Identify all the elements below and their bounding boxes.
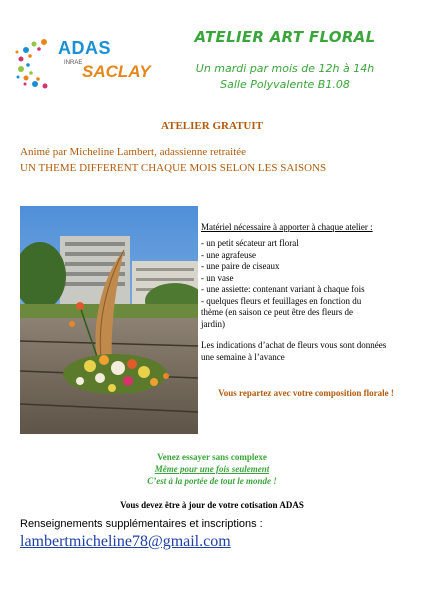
logo-sub: INRAE bbox=[64, 60, 83, 66]
contact-email-link[interactable]: lambertmicheline78@gmail.com bbox=[20, 533, 231, 550]
list-item: jardin) bbox=[201, 318, 225, 329]
list-item: - une agrafeuse bbox=[201, 249, 256, 260]
invite-line-2: Même pour une fois seulement bbox=[154, 464, 270, 474]
invite-line-3: C’est à la portée de tout le monde ! bbox=[147, 476, 277, 486]
materials-list bbox=[201, 238, 411, 330]
contact-label: Renseignements supplémentaires et inscriptions : bbox=[20, 518, 263, 530]
theme-text: UN THEME DIFFERENT CHAQUE MOIS SELON LES SAISONS bbox=[20, 162, 327, 174]
host-text: Animé par Micheline Lambert, adassienne retraitée bbox=[20, 146, 247, 158]
list-item: - quelques fleurs et feuillages en fonction du bbox=[201, 295, 362, 306]
list-item: thème (en saison ce peut être des fleurs de bbox=[201, 307, 353, 317]
schedule-text: Un mardi par mois de 12h à 14h bbox=[195, 62, 375, 75]
floral-arrangement-photo bbox=[20, 206, 198, 434]
adas-logo bbox=[14, 30, 151, 90]
materials-heading: Matériel nécessaire à apporter à chaque atelier : bbox=[201, 222, 373, 232]
list-item: - un petit sécateur art floral bbox=[201, 238, 299, 248]
membership-note: Vous devez être à jour de votre cotisation ADAS bbox=[120, 500, 304, 510]
take-home-note: Vous repartez avec votre composition florale ! bbox=[218, 388, 394, 398]
invite-line-1: Venez essayer sans complexe bbox=[157, 452, 267, 462]
logo-place: SACLAY bbox=[82, 62, 151, 81]
free-workshop-heading: ATELIER GRATUIT bbox=[161, 120, 263, 132]
list-item: - une assiette: contenant variant à chaque fois bbox=[201, 284, 365, 294]
flower-purchase-note: Les indications d’achat de fleurs vous sont données une semaine à l’avance bbox=[201, 340, 387, 362]
logo-brand: ADAS bbox=[58, 38, 112, 58]
page-title: ATELIER ART FLORAL bbox=[194, 28, 376, 46]
list-item: - un vase bbox=[201, 272, 234, 283]
room-text: Salle Polyvalente B1.08 bbox=[220, 78, 350, 91]
list-item: - une paire de ciseaux bbox=[201, 261, 280, 271]
